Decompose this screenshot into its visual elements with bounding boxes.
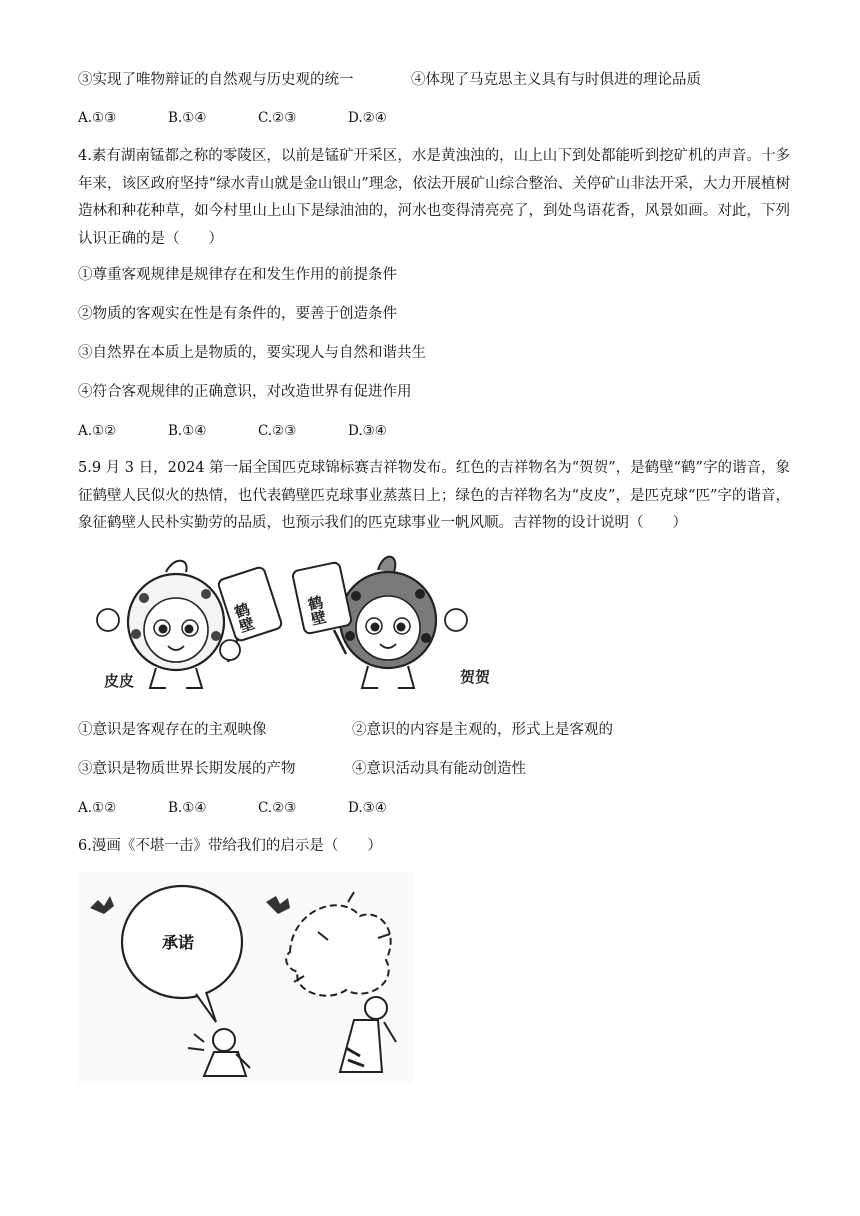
q5-option-3: ③意识是物质世界长期发展的产物 (78, 761, 296, 777)
mascot-hehe-sign-text: 鹤壁 (304, 593, 329, 627)
q3-option-4: ④体现了马克思主义具有与时俱进的理论品质 (411, 72, 701, 88)
q5-choice-d: D.③④ (348, 800, 387, 816)
q3-option-3: ③实现了唯物辩证的自然观与历史观的统一 (78, 72, 354, 88)
q3-choice-a: A.①③ (78, 110, 117, 126)
q4-choice-a: A.①② (78, 423, 117, 439)
q4-choice-b: B.①④ (168, 423, 207, 439)
q4-option-2: ②物质的客观实在性是有条件的，要善于创造条件 (78, 306, 397, 322)
mascot-hehe-label: 贺贺 (460, 668, 491, 686)
q3-choice-c: C.②③ (258, 110, 297, 126)
mascot-pipi-sign-text: 鹤壁 (230, 600, 258, 635)
q3-choice-b: B.①④ (168, 110, 207, 126)
speech-bubble-text: 承诺 (162, 933, 195, 952)
q3-choice-d: D.②④ (348, 110, 387, 126)
q5-option-1: ①意识是客观存在的主观映像 (78, 722, 267, 738)
q4-stem: 4.素有湖南锰都之称的零陵区，以前是锰矿开采区，水是黄浊浊的，山上山下到处都能听到挖矿机的声音。十多年来，该区政府坚持“绿水青山就是金山银山”理念，依法开展矿山综合整治、关停矿山非法开采，大力开展植树造林和种花种草，如今村里山上山下是绿油油的，河水也变得清亮亮了，到处鸟语花香，风景如画。对此，下列认识正确的是（ ） (78, 148, 790, 247)
q5-option-2: ②意识的内容是主观的，形式上是客观的 (352, 722, 613, 738)
q4-option-1: ①尊重客观规律是规律存在和发生作用的前提条件 (78, 267, 397, 283)
q5-choice-b: B.①④ (168, 800, 207, 816)
q4-option-4: ④符合客观规律的正确意识，对改造世界有促进作用 (78, 384, 412, 400)
mascot-image (88, 550, 508, 700)
q5-choice-a: A.①② (78, 800, 117, 816)
cartoon-image (78, 872, 414, 1084)
q6-stem: 6.漫画《不堪一击》带给我们的启示是（ ） (78, 838, 382, 854)
q4-choice-c: C.②③ (258, 423, 297, 439)
q5-choice-c: C.②③ (258, 800, 297, 816)
mascot-pipi-label: 皮皮 (104, 672, 135, 690)
q5-option-4: ④意识活动具有能动创造性 (352, 761, 526, 777)
q4-choice-d: D.③④ (348, 423, 387, 439)
q5-stem: 5.9 月 3 日，2024 第一届全国匹克球锦标赛吉祥物发布。红色的吉祥物名为“贺贺”，是鹤壁“鹤”字的谐音，象征鹤壁人民似火的热情，也代表鹤壁匹克球事业蒸蒸日上；绿色的吉祥物名为“皮皮”，是匹克球“匹”字的谐音，象征鹤壁人民朴实勤劳的品质，也预示我们的匹克球事业一帆风顺。吉祥物的设计说明（ ） (78, 460, 790, 531)
q4-option-3: ③自然界在本质上是物质的，要实现人与自然和谐共生 (78, 345, 426, 361)
